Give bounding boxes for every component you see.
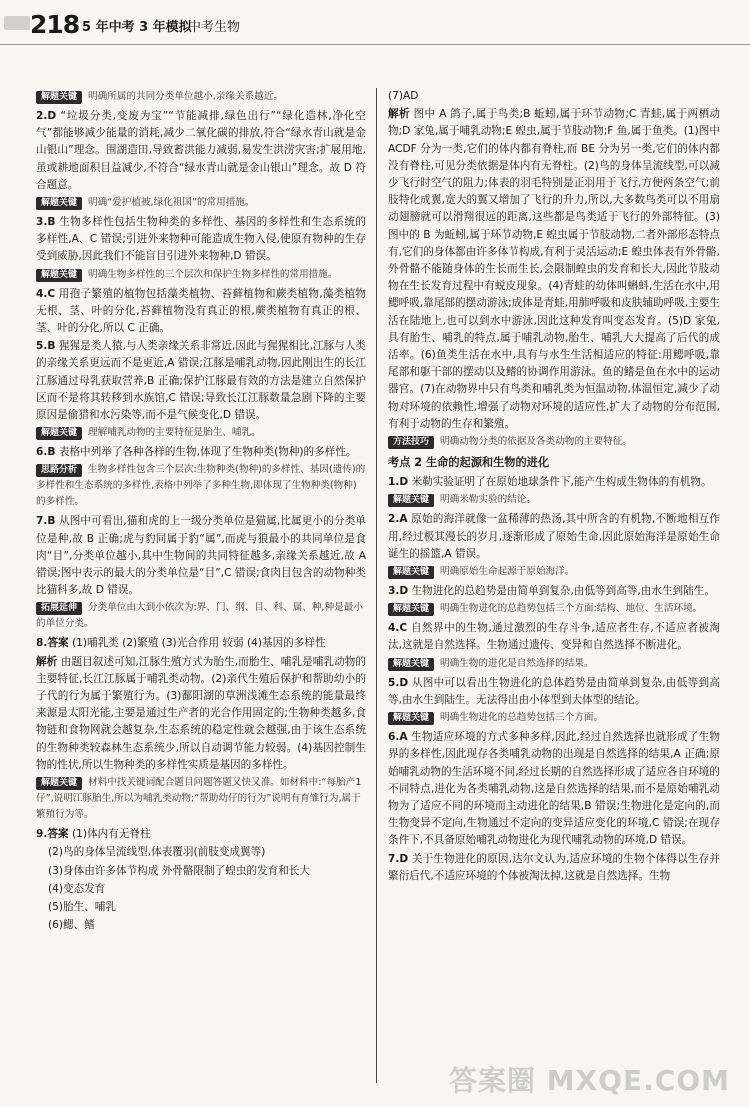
column-divider	[376, 88, 377, 1083]
tip-box	[388, 564, 720, 580]
tag-key: 解题关键	[36, 197, 82, 210]
item-number: 4.C	[36, 287, 56, 300]
tip-text: 理解哺乳动物的主要特征是胎生、哺乳。	[88, 427, 261, 439]
tip-box	[388, 492, 720, 508]
item-text: 生物进化的总趋势是由简单到复杂,由低等到高等,由水生到陆生。	[411, 585, 715, 598]
tip-text: 明确生物多样性的三个层次和保护生物多样性的常用措施。	[88, 268, 338, 280]
answer-item	[36, 108, 366, 194]
item-number: 2.D	[36, 110, 57, 122]
item-number: 7.D	[388, 852, 409, 865]
right-column	[388, 88, 720, 886]
site-watermark: 答案圈 MXQE.COM	[449, 1064, 730, 1097]
tip-box	[388, 434, 720, 450]
answer-item	[36, 286, 366, 338]
tip-text: 明确生物进化的总趋势包括三个方面。	[440, 712, 604, 724]
item-text: 表格中列举了各种各样的生物,体现了生物种类(物种)的多样性。	[58, 446, 357, 459]
item-answer: (1)哺乳类 (2)繁殖 (3)光合作用 较弱 (4)基因的多样性	[71, 637, 326, 650]
item-text: 从图中可看出,猫和虎的上一级分类单位是猫属,比属更小的分类单位是种,故 B 正确;虎与豹同属于豹“属”,而虎与狼最小的共同单位是食肉“目”,分类单位越小,其中生物间的共同特征越多,亲缘关系越近,故 A 错误;图中表示的最大的分类单位是“目”,C 错误;食肉目包含的动物种类比猫科多,故 D 错误。	[36, 515, 366, 597]
item-text: “垃圾分类,变废为宝”“节能减排,绿色出行”“绿化造林,净化空气”都能够减少能量的消耗,减少二氧化碳的排放,符合“绿水青山就是金山银山”理念。围湖造田,导致蓄洪能力减弱,易发生洪涝灾害;扩展用地,虽或耕地面积目益减少,不符合“绿水青山就是金山银山”理念。故 D 符合题意。	[36, 110, 367, 191]
answer-item	[388, 511, 720, 563]
item-number: 6.A	[388, 731, 408, 744]
answer-item	[36, 635, 366, 652]
tag-expand: 拓展延伸	[36, 602, 82, 615]
header-rule	[0, 44, 750, 45]
explanation-label: 解析	[388, 108, 410, 121]
explanation-label: 解析	[36, 655, 58, 668]
tip-text: 明确所属的共同分类单位越小,亲缘关系越近。	[88, 91, 283, 102]
tip-text: 分类单位由大到小依次为:界、门、纲、目、科、属、种,种是最小的单位分类。	[36, 602, 363, 630]
answer-explanation	[388, 106, 720, 433]
answer-line: (5)胎生、哺乳	[48, 900, 116, 913]
item-text: 猩猩是类人猿,与人类亲缘关系非常近,因此与猩猩相比,江豚与人类的亲缘关系更远而不是更近,A 错误;江豚是哺乳动物,因此刚出生的长江江豚通过母乳获取营养,B 正确;保护江豚最有效的方法是建立自然保护区而不是将其转移到水族馆,C 错误;导致长江江豚数量急剧下降的主要原因是偷猎和水污染等,而不是气候变化,D 错误。	[36, 340, 366, 422]
answer-explanation	[36, 654, 366, 774]
answer-item	[388, 729, 720, 849]
tip-box	[36, 195, 366, 211]
tag-key: 解题关键	[388, 494, 434, 507]
tag-key: 解题关键	[36, 269, 82, 282]
item-number: 9.答案	[36, 828, 69, 841]
answer-item	[36, 338, 366, 424]
tip-text: 明确动物分类的依据及各类动物的主要特征。	[440, 436, 632, 448]
item-text: 米勒实验证明了在原始地球条件下,能产生构成生物体的有机物。	[411, 476, 712, 489]
item-number: 8.答案	[36, 637, 69, 650]
series-title: 5 年中考 3 年模拟	[82, 20, 192, 35]
item-text: 关于生物进化的原因,达尔文认为,适应环境的生物个体得以生存并繁衍后代,不适应环境的个体被淘汰掉,这就是自然选择。生物	[388, 852, 721, 882]
tag-key: 解题关键	[388, 658, 434, 671]
answer-item	[36, 444, 366, 461]
item-text: 从图中可以看出生物进化的总体趋势是由简单到复杂,由低等到高等,由水生到陆生。无法得出由小体型到大体型的结论。	[388, 676, 720, 706]
answer-line: (4)变态发育	[48, 882, 106, 895]
tip-text: 明确“爱护植被,绿化祖国”的常用措施。	[88, 197, 255, 209]
tag-key: 解题关键	[388, 603, 434, 616]
item-text: 原始的海洋就像一盆稀薄的热汤,其中所含的有机物,不断地相互作用,经过极其漫长的岁月,逐渐形成了原始生命,因此原始海洋是原始生命诞生的摇篮,A 错误。	[388, 513, 720, 560]
tag-key: 解题关键	[388, 566, 434, 579]
tip-box	[36, 775, 366, 823]
item-number: 3.B	[36, 216, 56, 229]
page-number: 218	[30, 10, 80, 39]
page-mark	[4, 16, 30, 30]
tag-analysis: 思路分析	[36, 464, 82, 477]
tag-key: 解题关键	[36, 777, 82, 790]
item-text: 生物适应环境的方式多种多样,因此,经过自然选择也就形成了生物界的多样性,因此现存各类哺乳动物的出现是自然选择的结果,A 正确;原始哺乳动物的生活环境不同,经过长期的自然选择形成了适应各自环境的不同特点,进化为各类哺乳动物,这是自然选择的结果,而不是原始哺乳动物为了适应不同的环境而主动进化的结果,B 错误;生物进化是定向的,而生物变异不定向,生物通过不定向的变异适应变化的环境,C 错误;在现存条件下,不具备原始哺乳动物进化为现代哺乳动物的环境,D 错误。	[388, 731, 720, 847]
tip-text: 材料中找关键词配合题目问题答题又快又准。如材料中:“每胎产1仔”,说明江豚胎生,所以为哺乳类动物;“帮助幼仔的行为”说明有育雏行为,属于繁殖行为等。	[36, 777, 362, 821]
tip-box	[36, 425, 366, 441]
tip-text: 明确生物进化的总趋势包括三个方面:结构、地位、生活环境。	[440, 603, 703, 615]
item-number: 1.D	[388, 476, 409, 489]
tag-key: 解题关键	[36, 427, 82, 440]
page-header	[0, 0, 750, 66]
answer-item	[388, 474, 720, 491]
answer-item	[388, 620, 720, 654]
item-text: 自然界中的生物,通过激烈的生存斗争,适应者生存,不适应者被淘汰,这就是自然选择。生物通过遗传、变异和自然选择不断进化。	[388, 622, 720, 652]
answer-line: (2)鸟的身体呈流线型,体表覆羽(前肢变成翼等)	[48, 846, 266, 859]
item-text: 生物多样性包括生物种类的多样性、基因的多样性和生态系统的多样性,A、C 错误;引进外来物种可能造成生物入侵,使原有物种的生存受到威胁,因此我们不能盲目引进外来物种,D 错误。	[36, 216, 366, 263]
tip-text: 明确米勒实验的结论。	[440, 494, 536, 506]
answer-line: (7)AD	[388, 90, 419, 102]
tip-box	[36, 89, 366, 105]
tag-key: 解题关键	[36, 91, 82, 104]
tip-text: 生物多样性包含三个层次:生物种类(物种)的多样性、基因(遗传)的多样性和生态系统的多样性,表格中列举了多种生物,即体现了生物种类(物种)的多样性。	[36, 464, 366, 508]
tip-box	[388, 601, 720, 617]
item-text: 用孢子繁殖的植物包括藻类植物、苔藓植物和蕨类植物,藻类植物无根、茎、叶的分化,苔藓植物没有真正的根,蕨类植物有真正的根、茎、叶的分化,所以 C 正确。	[36, 287, 366, 335]
section-heading: 考点 2 生命的起源和生物的进化	[388, 456, 550, 470]
answer-item	[36, 826, 366, 843]
subject-title: 中考生物	[188, 20, 241, 35]
item-number: 5.D	[388, 676, 409, 689]
item-number: 2.A	[388, 513, 408, 526]
left-column	[36, 88, 366, 935]
answer-item	[36, 214, 366, 266]
answer-item	[388, 583, 720, 600]
tip-box	[388, 710, 720, 726]
answer-line: (3)身体由许多体节构成 外骨骼限制了蝗虫的发育和长大	[48, 864, 311, 877]
tag-key: 解题关键	[388, 712, 434, 725]
item-number: 7.B	[36, 515, 56, 528]
answer-line: (6)鳃、鳍	[48, 919, 95, 932]
explanation-text: 由题目叙述可知,江豚生殖方式为胎生,而胎生、哺乳是哺乳动物的主要特征,长江江豚属于哺乳类动物。(2)亲代生殖后保护和帮助幼小的子代的行为属于繁殖行为。(3)鄱阳湖的草洲浅滩生态系统的能量最终来源是太阳光能,主要是通过生产者的光合作用固定的;生物种类越多,食物链和食物网就会越复杂,生态系统的稳定性就会越强,由于该生态系统的生物种类较森林生态系统少,所以自动调节能力较弱。(4)基因控制生物的性状,所以生物种类的多样性实质是基因的多样性。	[36, 655, 367, 771]
tag-method: 方法技巧	[388, 436, 434, 449]
answer-item	[388, 675, 720, 709]
tip-box	[388, 656, 720, 672]
item-number: 3.D	[388, 585, 409, 598]
tip-box	[36, 462, 366, 510]
answer-item	[388, 851, 720, 885]
item-number: 6.B	[36, 446, 56, 459]
tip-text: 明确生物的进化是自然选择的结果。	[440, 657, 594, 669]
answer-item	[36, 513, 366, 599]
explanation-text: 图中 A 鸽子,属于鸟类;B 蚯蚓,属于环节动物;C 青蛙,属于两栖动物;D 家兔,属于哺乳动物;E 蝗虫,属于节肢动物;F 鱼,属于鱼类。(1)图中 ACDF 分为一类,它们的体内都有脊柱,而 BE 分为另一类,它们的体内都没有脊柱,可见分类依据是体内有无脊柱。(2)鸟的身体呈流线型,可以减少飞行时空气的阻力;体表的羽毛特别是正羽用于飞行,方便两条空气;前肢特化成翼,宽大的翼又增加了飞行的升力,所以,大多数鸟类可以不用扇动翅膀就可以滑翔很远的距离,这些都是鸟类适于飞行的外部特征。(3)图中的 B 为蚯蚓,属于环节动物,E 蝗虫属于节肢动物,二者外部形态特点有,它们的身体都由许多体节构成,有利于灵活运动;E 蝗虫体表有外骨骼,外骨骼不能随身体的生长而生长,会限制蝗虫的发育和长大,因此节肢动物在生长发育过程中有蜕皮现象。(4)青蛙的幼体叫蝌蚪,生活在水中,用鳃呼吸,靠尾部的摆动游泳;成体是青蛙,用肺呼吸和皮肤辅助呼吸,主要生活在陆地上,也可以到水中游泳,因此这种发育叫变态发育。(5)D 家兔,具有胎生、哺乳的特点,属于哺乳动物,胎生、哺乳大大提高了后代的成活率。(6)鱼类生活在水中,具有与水生生活相适应的特征:用鳃呼吸,靠尾部和躯干部的摆动以及鳍的协调作用游泳。鱼的鳍是鱼在水中的运动器官。(7)在动物界中只有鸟类和哺乳类为恒温动物,体温恒定,减少了动物对环境的依赖性,增强了动物对环境的适应性,扩大了动物的分布范围,有利于动物的生存和繁殖。	[388, 108, 720, 430]
tip-text: 明确原始生命起源于原始海洋。	[440, 566, 575, 578]
item-number: 5.B	[36, 340, 56, 353]
answer-line: (1)体内有无脊柱	[71, 828, 151, 841]
item-number: 4.C	[388, 622, 408, 635]
tip-box	[36, 600, 366, 632]
tip-box	[36, 267, 366, 283]
